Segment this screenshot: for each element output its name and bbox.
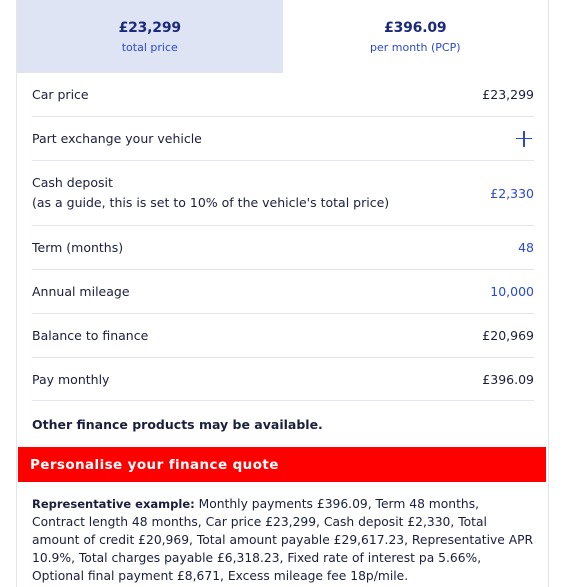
cash-deposit-label: Cash deposit — [32, 175, 113, 190]
cash-deposit-text — [32, 173, 389, 213]
other-products-note: Other finance products may be available. — [32, 416, 323, 432]
row-car-price — [32, 73, 534, 117]
finance-calculator-card — [16, 0, 549, 587]
tab-total-price[interactable] — [17, 0, 283, 73]
row-annual-mileage — [32, 270, 534, 314]
monthly-price-amount: £396.09 — [384, 19, 447, 36]
personalise-quote-label: Personalise your finance quote — [30, 456, 279, 473]
row-pay-monthly — [32, 358, 534, 401]
monthly-price-label: per month (PCP) — [370, 40, 461, 54]
representative-example-label: Representative example: — [32, 497, 195, 511]
mileage-label: Annual mileage — [32, 284, 130, 299]
representative-example — [17, 482, 548, 585]
personalise-quote-button[interactable] — [18, 447, 546, 482]
total-price-amount: £23,299 — [118, 19, 181, 36]
total-price-label: total price — [121, 40, 178, 54]
term-label: Term (months) — [32, 240, 124, 255]
term-value[interactable]: 48 — [518, 240, 534, 255]
part-exchange-label: Part exchange your vehicle — [32, 131, 202, 146]
tab-monthly-price[interactable] — [283, 0, 549, 73]
representative-example-text: Monthly payments £396.09, Term 48 months, Contract length 48 months, Car price £23,299, Cash deposit £2,330, Total amount of credit £20,969, Total amount payable £29,617.23, Representative APR 10.9%, Total charges payable £6,318.23, Fixed rate of interest pa 5.66%, Optional final payment £8,671, Excess mileage fee 18p/mile. — [32, 497, 534, 583]
row-term — [32, 226, 534, 270]
row-part-exchange[interactable] — [32, 117, 534, 161]
plus-icon[interactable] — [516, 131, 532, 147]
finance-breakdown — [17, 73, 548, 401]
price-view-tabs — [17, 0, 548, 73]
cash-deposit-value[interactable]: £2,330 — [490, 185, 534, 201]
balance-value: £20,969 — [482, 328, 534, 343]
row-cash-deposit — [32, 161, 534, 226]
row-balance-to-finance — [32, 314, 534, 358]
balance-label: Balance to finance — [32, 328, 149, 343]
cash-deposit-note: (as a guide, this is set to 10% of the vehicle's total price) — [32, 195, 390, 210]
pay-monthly-value: £396.09 — [482, 371, 534, 387]
pay-monthly-label: Pay monthly — [32, 371, 110, 387]
car-price-label: Car price — [32, 87, 89, 102]
mileage-value[interactable]: 10,000 — [490, 284, 534, 299]
car-price-value: £23,299 — [482, 87, 534, 102]
